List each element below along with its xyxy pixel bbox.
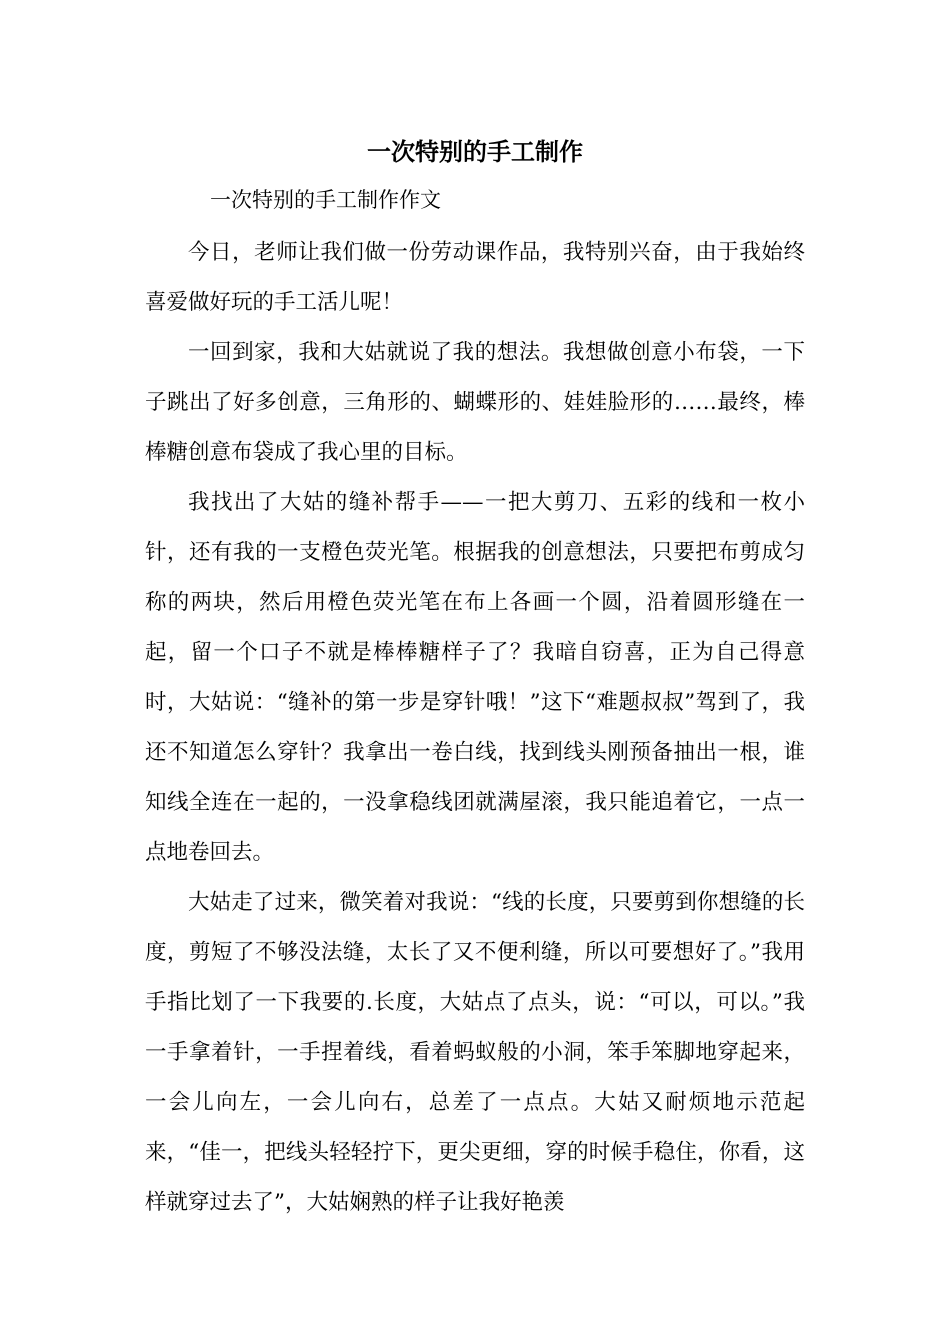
- document-subtitle: 一次特别的手工制作作文: [210, 188, 441, 212]
- paragraph: 我找出了大姑的缝补帮手——一把大剪刀、五彩的线和一枚小针，还有我的一支橙色荧光笔。根据我的创意想法，只要把布剪成匀称的两块，然后用橙色荧光笔在布上各画一个圆，沿着圆形缝在一起，留一个口子不就是棒棒糖样子了？我暗自窃喜，正为自己得意时，大姑说：“缝补的第一步是穿针哦！”这下“难题叔叔”驾到了，我还不知道怎么穿针？我拿出一卷白线，找到线头刚预备抽出一根，谁知线全连在一起的，一没拿稳线团就满屋滚，我只能追着它，一点一点地卷回去。: [145, 490, 805, 865]
- paragraph: 一回到家，我和大姑就说了我的想法。我想做创意小布袋，一下子跳出了好多创意，三角形的、蝴蝶形的、娃娃脸形的……最终，棒棒糖创意布袋成了我心里的目标。: [145, 340, 805, 465]
- document-title: 一次特别的手工制作: [367, 137, 583, 166]
- paragraph: 今日，老师让我们做一份劳动课作品，我特别兴奋，由于我始终喜爱做好玩的手工活儿呢！: [145, 240, 805, 315]
- document-body: [145, 228, 805, 1228]
- paragraph: 大姑走了过来，微笑着对我说：“线的长度，只要剪到你想缝的长度，剪短了不够没法缝，太长了又不便利缝，所以可要想好了。”我用手指比划了一下我要的.长度，大姑点了点头，说：“可以，可以。”我一手拿着针，一手捏着线，看着蚂蚁般的小洞，笨手笨脚地穿起来，一会儿向左，一会儿向右，总差了一点点。大姑又耐烦地示范起来，“佳一，把线头轻轻拧下，更尖更细，穿的时候手稳住，你看，这样就穿过去了”，大姑娴熟的样子让我好艳羡: [145, 890, 805, 1215]
